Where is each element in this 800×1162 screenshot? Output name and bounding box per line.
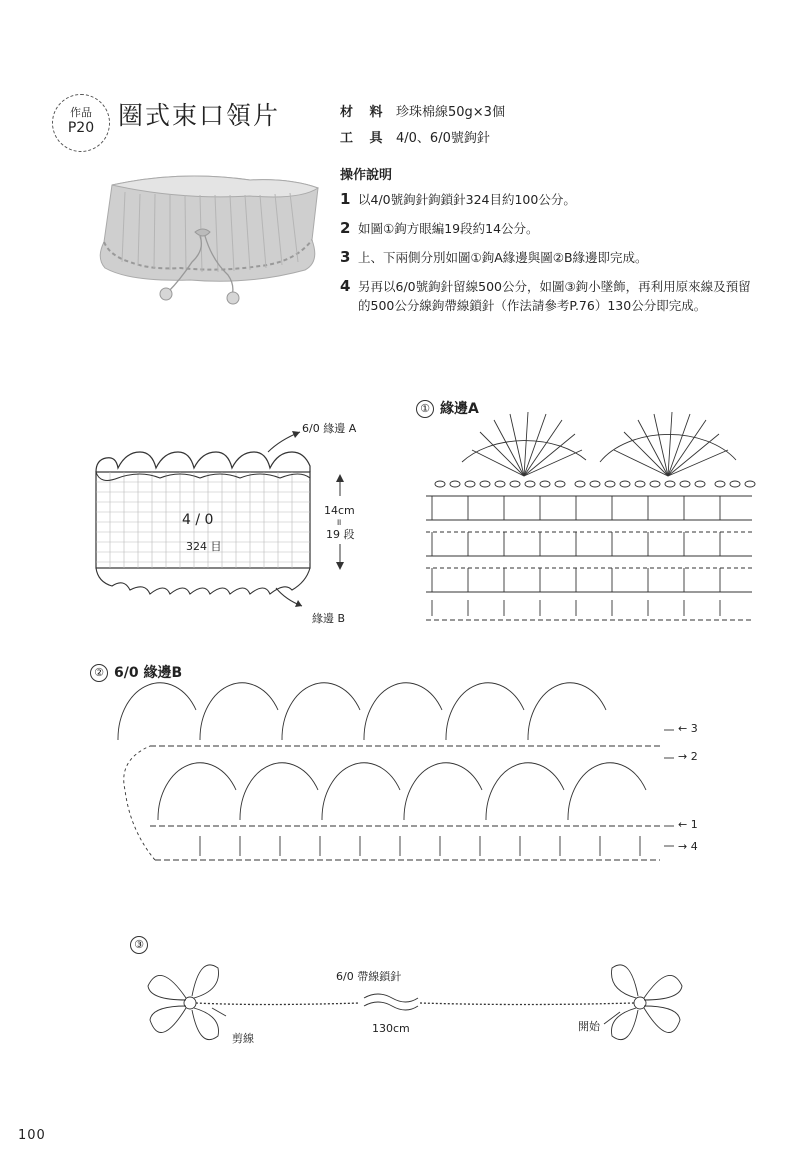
page-number: 100: [18, 1128, 46, 1143]
step-number: 3: [340, 248, 351, 266]
length-label: 130cm: [372, 1022, 410, 1035]
row-marker-2: → 2: [678, 750, 698, 763]
step-number: 1: [340, 190, 351, 208]
chart-c-title: [130, 934, 154, 954]
cut-label: 剪線: [232, 1032, 254, 1045]
chart-b-diagram: [118, 683, 674, 860]
chart-c-number: ③: [130, 936, 148, 954]
hook-size-label: 4 / 0: [182, 512, 214, 528]
equals-mark: ॥: [336, 518, 342, 528]
step-number: 2: [340, 219, 351, 237]
material-label: 材 料: [340, 105, 389, 120]
chart-c-diagram: [148, 965, 682, 1040]
step-text: 上、下兩側分別如圖①鉤A緣邊與圖②B緣邊即完成。: [358, 250, 648, 265]
row-marker-4: → 4: [678, 840, 698, 853]
instructions-heading: 操作說明: [340, 168, 393, 183]
chart-a-diagram: [426, 412, 755, 620]
row-marker-3: ← 3: [678, 722, 698, 735]
step-text: 以4/0號鉤針鉤鎖針324目約100公分。: [358, 192, 576, 207]
row-marker-1: ← 1: [678, 818, 698, 831]
edge-a-label: 6/0 緣邊 A: [302, 422, 357, 435]
badge-label: 作品: [70, 106, 92, 119]
page-title: 圈式束口領片: [118, 101, 281, 130]
step-number: 4: [340, 277, 351, 295]
rows-label: 19 段: [326, 528, 355, 541]
start-label: 開始: [578, 1020, 600, 1033]
height-cm-label: 14cm: [324, 504, 355, 517]
step-text: 如圖①鉤方眼編19段約14公分。: [358, 221, 539, 236]
chart-a-number: ①: [416, 400, 434, 418]
material-value: 珍珠棉線50g×3個: [396, 105, 505, 120]
chart-b-number: ②: [90, 664, 108, 682]
step-text: 另再以6/0號鉤針留線500公分，如圖③鉤小墜飾，再利用原來線及預留的500公分線鉤帶線鎖針（作法請參考P.76）130公分即完成。: [358, 279, 751, 313]
tool-value: 4/0、6/0號鉤針: [396, 131, 490, 146]
edge-b-label: 緣邊 B: [312, 612, 346, 625]
product-photo: [100, 176, 318, 304]
chart-b-title: [90, 662, 182, 682]
chart-b-heading: 6/0 緣邊B: [114, 665, 183, 681]
chart-a-heading: 緣邊A: [440, 401, 479, 417]
badge-code: P20: [67, 120, 95, 136]
stitch-count-label: 324 目: [186, 540, 222, 553]
chart-c-heading: 6/0 帶線鎖針: [336, 970, 402, 983]
tool-label: 工 具: [340, 131, 389, 146]
chart-a-title: [416, 398, 479, 418]
schematic-diagram: [96, 431, 344, 607]
